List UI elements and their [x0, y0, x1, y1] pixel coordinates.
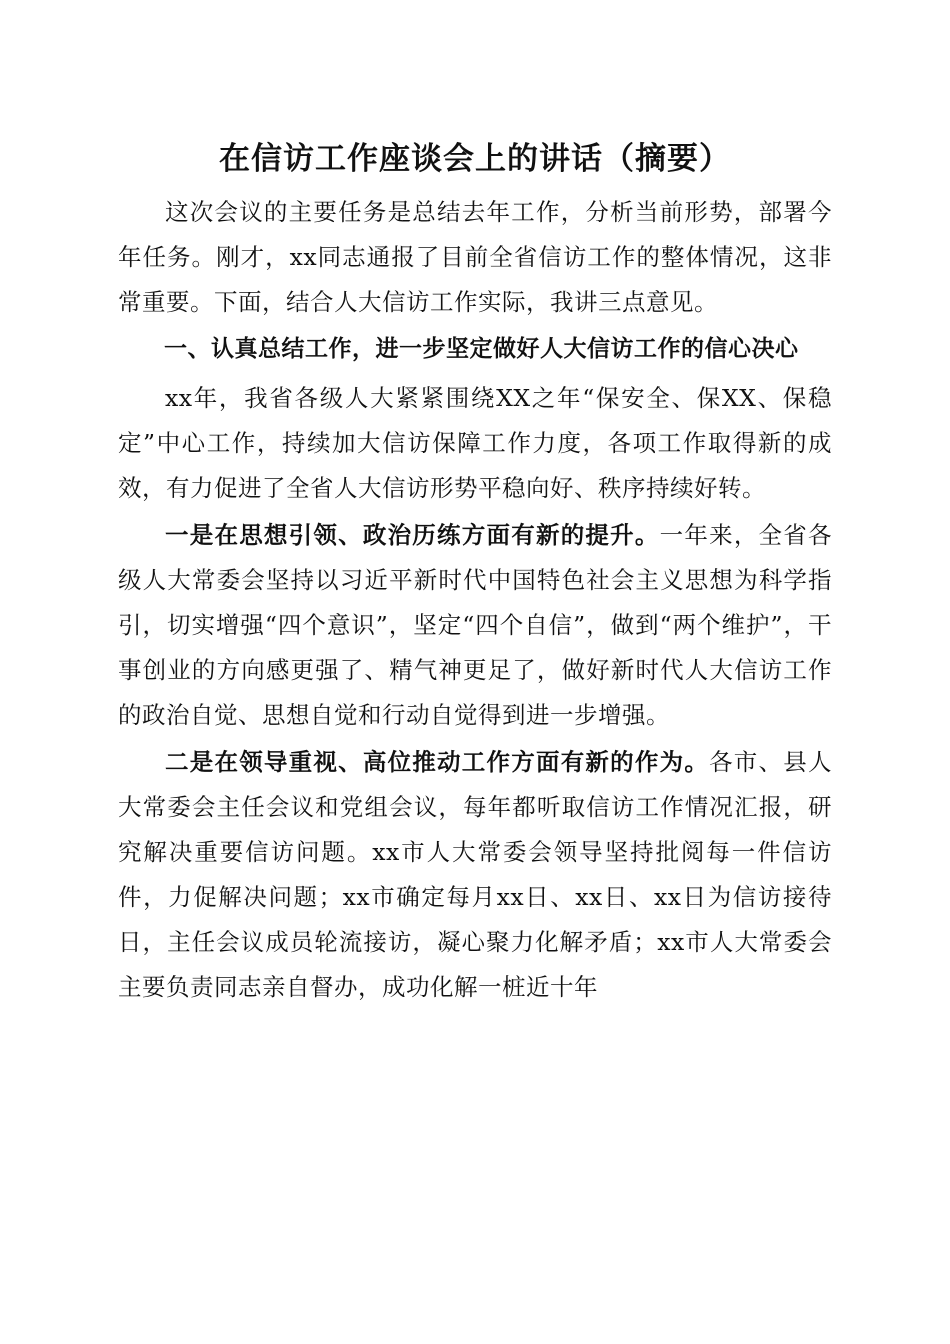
- summary-paragraph: xx年，我省各级人大紧紧围绕XX之年“保安全、保XX、保稳定”中心工作，持续加大信访保障工作力度，各项工作取得新的成效，有力促进了全省人大信访形势平稳向好、秩序持续好转。: [118, 384, 832, 502]
- point-two-body: 各市、县人大常委会主任会议和党组会议，每年都听取信访工作情况汇报，研究解决重要信访问题。xx市人大常委会领导坚持批阅每一件信访件，力促解决问题；xx市确定每月xx日、xx日、xx日为信访接待日，主任会议成员轮流接访，凝心聚力化解矛盾；xx市人大常委会主要负责同志亲自督办，成功化解一桩近十年: [118, 748, 833, 1001]
- point-one-body: 一年来，全省各级人大常委会坚持以习近平新时代中国特色社会主义思想为科学指引，切实增强“四个意识”，坚定“四个自信”，做到“两个维护”，干事创业的方向感更强了、精气神更足了，做好新时代人大信访工作的政治自觉、思想自觉和行动自觉得到进一步增强。: [118, 521, 833, 729]
- point-one-paragraph: [118, 513, 832, 738]
- document-title: 在信访工作座谈会上的讲话（摘要）: [219, 141, 731, 177]
- section-heading-1: 一、认真总结工作，进一步坚定做好人大信访工作的信心决心: [164, 336, 799, 362]
- intro-paragraph: 这次会议的主要任务是总结去年工作，分析当前形势，部署今年任务。刚才，xx同志通报了目前全省信访工作的整体情况，这非常重要。下面，结合人大信访工作实际，我讲三点意见。: [118, 198, 832, 316]
- point-two-paragraph: [118, 740, 832, 1010]
- document-page: [118, 134, 832, 1010]
- point-one-lead: 一是在思想引领、政治历练方面有新的提升。: [165, 521, 660, 549]
- point-two-lead: 二是在领导重视、高位推动工作方面有新的作为。: [165, 748, 710, 776]
